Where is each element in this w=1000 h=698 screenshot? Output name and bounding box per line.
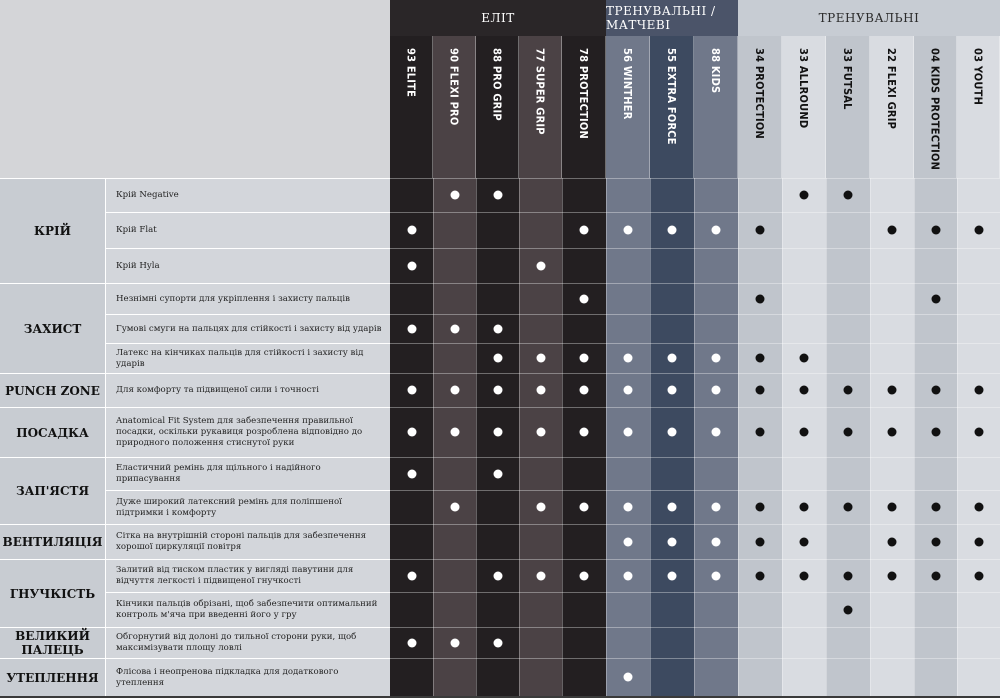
feature-dot [407, 386, 416, 395]
feature-dot [407, 261, 416, 270]
column-header-2 [476, 36, 519, 178]
feature-dot [756, 386, 765, 395]
feature-dot [800, 386, 809, 395]
feature-dot [450, 503, 459, 512]
column-name: 90 FLEXI PRO [447, 48, 461, 126]
feature-dot [407, 428, 416, 437]
feature-dot [624, 386, 633, 395]
feature-dot [668, 428, 677, 437]
feature-dot [974, 537, 983, 546]
column-divider [914, 178, 915, 696]
feature-dot [888, 226, 897, 235]
feature-dot [756, 226, 765, 235]
column-body-5 [606, 178, 650, 696]
group-header-2: ТРЕНУВАЛЬНІ [738, 0, 1000, 36]
row-divider [390, 248, 1000, 249]
row-divider [390, 457, 1000, 458]
column-divider [650, 178, 651, 696]
column-name: 03 YOUTH [971, 48, 985, 106]
feature-label: Гумові смуги на пальцях для стійкості і захисту від ударів [106, 314, 390, 343]
row-divider [390, 314, 1000, 315]
column-name: 56 WINTHER [621, 48, 634, 120]
category-label: ЗАП'ЯСТЯ [0, 457, 106, 524]
column-header-13 [957, 36, 1000, 178]
category-label: УТЕПЛЕННЯ [0, 658, 106, 696]
column-name: 88 KIDS [709, 48, 722, 94]
column-body-7 [694, 178, 738, 696]
feature-dot [974, 386, 983, 395]
feature-dot [756, 537, 765, 546]
feature-dot [450, 324, 459, 333]
row-divider [390, 658, 1000, 659]
feature-dot [624, 571, 633, 580]
feature-dot [712, 503, 721, 512]
feature-label: Залитий від тиском пластик у вигляді павутини для відчуття легкості і підвищеної гнучкості [106, 559, 390, 592]
feature-dot [450, 638, 459, 647]
feature-dot [712, 428, 721, 437]
feature-dot [624, 226, 633, 235]
feature-dot [712, 537, 721, 546]
feature-dot [536, 503, 545, 512]
column-body-13 [957, 178, 1000, 696]
column-divider [870, 178, 871, 696]
row-divider [390, 524, 1000, 525]
column-header-1 [433, 36, 476, 178]
feature-dot [493, 571, 502, 580]
column-body-10 [826, 178, 870, 696]
feature-dot [800, 537, 809, 546]
column-name: 78 PROTECTION [577, 48, 590, 139]
feature-dot [450, 428, 459, 437]
group-header-0: ЕЛІТ [390, 0, 607, 36]
feature-dot [712, 386, 721, 395]
feature-dot [668, 226, 677, 235]
feature-dot [668, 503, 677, 512]
row-divider [390, 559, 1000, 560]
feature-label: Еластичний ремінь для щільного і надійного припасування [106, 457, 390, 490]
column-name: 33 ALLROUND [797, 48, 810, 129]
category-label: ЗАХИСТ [0, 283, 106, 373]
feature-dot [712, 571, 721, 580]
row-divider [390, 283, 1000, 284]
feature-dot [844, 428, 853, 437]
feature-dot [580, 503, 589, 512]
feature-dot [536, 571, 545, 580]
feature-dot [931, 571, 940, 580]
column-body-12 [914, 178, 957, 696]
feature-label: Латекс на кінчиках пальців для стійкості і захисту від ударів [106, 343, 390, 373]
column-body-9 [782, 178, 826, 696]
column-divider [433, 178, 434, 696]
row-divider [390, 343, 1000, 344]
feature-label: Крій Negative [106, 178, 390, 212]
feature-dot [931, 428, 940, 437]
column-body-3 [519, 178, 562, 696]
feature-dot [536, 428, 545, 437]
column-divider [826, 178, 827, 696]
feature-dot [931, 294, 940, 303]
column-header-4 [562, 36, 606, 178]
feature-dot [800, 503, 809, 512]
category-label: ВЕНТИЛЯЦІЯ [0, 524, 106, 559]
feature-dot [624, 537, 633, 546]
feature-dot [580, 571, 589, 580]
feature-dot [888, 503, 897, 512]
feature-label: Anatomical Fit System для забезпечення правильної посадки, оскільки рукавиця розроблена відповідно до природного положення стиснутої руки [106, 407, 390, 457]
feature-dot [450, 386, 459, 395]
row-divider [390, 407, 1000, 408]
feature-dot [624, 503, 633, 512]
column-body-8 [738, 178, 782, 696]
feature-dot [536, 261, 545, 270]
feature-dot [536, 386, 545, 395]
column-name: 33 FUTSAL [841, 48, 854, 110]
feature-dot [668, 571, 677, 580]
column-header-9 [782, 36, 826, 178]
feature-dot [493, 638, 502, 647]
feature-label: Флісова і неопренова підкладка для додаткового утеплення [106, 658, 390, 696]
column-divider [738, 178, 739, 696]
column-name: 55 EXTRA FORCE [665, 48, 678, 145]
feature-label: Кінчики пальців обрізані, щоб забезпечити оптимальний контроль м'яча при введенні його у гру [106, 592, 390, 627]
feature-dot [493, 386, 502, 395]
column-header-10 [826, 36, 870, 178]
column-name: 77 SUPER GRIP [533, 48, 547, 135]
feature-dot [624, 428, 633, 437]
feature-dot [668, 537, 677, 546]
feature-dot [407, 226, 416, 235]
feature-dot [712, 354, 721, 363]
category-label: КРІЙ [0, 178, 106, 283]
feature-label: Незнімні супорти для укріплення і захисту пальців [106, 283, 390, 314]
feature-dot [580, 386, 589, 395]
feature-label: Для комфорту та підвищеної сили і точності [106, 373, 390, 407]
feature-dot [580, 428, 589, 437]
column-header-3 [519, 36, 562, 178]
category-label: PUNCH ZONE [0, 373, 106, 407]
column-body-1 [433, 178, 476, 696]
feature-dot [931, 537, 940, 546]
feature-label: Обгорнутий від долоні до тильної сторони руки, щоб максимізувати площу ловлі [106, 627, 390, 658]
category-label: ГНУЧКІСТЬ [0, 559, 106, 627]
column-divider [957, 178, 958, 696]
feature-dot [407, 638, 416, 647]
feature-dot [407, 469, 416, 478]
feature-dot [931, 386, 940, 395]
column-header-8 [738, 36, 782, 178]
column-name: 88 PRO GRIP [490, 48, 504, 121]
feature-dot [844, 191, 853, 200]
feature-dot [450, 191, 459, 200]
group-header-1: ТРЕНУВАЛЬНІ / МАТЧЕВІ [606, 0, 739, 36]
category-label: ПОСАДКА [0, 407, 106, 457]
column-name: 34 PROTECTION [753, 48, 766, 139]
column-body-6 [650, 178, 694, 696]
feature-dot [756, 294, 765, 303]
feature-dot [888, 386, 897, 395]
feature-dot [888, 537, 897, 546]
feature-label: Крій Hyla [106, 248, 390, 283]
column-header-6 [650, 36, 694, 178]
feature-label: Крій Flat [106, 212, 390, 248]
feature-dot [712, 226, 721, 235]
feature-label: Дуже широкий латексний ремінь для поліпшеної підтримки і комфорту [106, 490, 390, 524]
column-header-0 [390, 36, 433, 178]
feature-dot [888, 428, 897, 437]
feature-dot [844, 386, 853, 395]
feature-dot [931, 503, 940, 512]
feature-dot [407, 324, 416, 333]
feature-dot [888, 571, 897, 580]
row-divider [390, 178, 1000, 179]
column-divider [476, 178, 477, 696]
row-divider [390, 592, 1000, 593]
feature-label: Сітка на внутрішній стороні пальців для забезпечення хорошої циркуляції повітря [106, 524, 390, 559]
feature-dot [756, 428, 765, 437]
column-header-11 [870, 36, 914, 178]
feature-dot [844, 503, 853, 512]
row-divider [390, 490, 1000, 491]
feature-dot [974, 503, 983, 512]
feature-dot [974, 226, 983, 235]
column-name: 22 FLEXI GRIP [885, 48, 898, 130]
feature-dot [756, 571, 765, 580]
column-divider [694, 178, 695, 696]
feature-dot [624, 354, 633, 363]
feature-dot [800, 191, 809, 200]
row-divider [390, 212, 1000, 213]
feature-dot [974, 428, 983, 437]
feature-dot [580, 226, 589, 235]
column-divider [606, 178, 607, 696]
column-name: 93 ELITE [404, 48, 418, 98]
column-header-7 [694, 36, 738, 178]
feature-dot [844, 571, 853, 580]
feature-dot [800, 354, 809, 363]
feature-dot [493, 191, 502, 200]
feature-dot [536, 354, 545, 363]
category-label: ВЕЛИКИЙ ПАЛЕЦЬ [0, 627, 106, 658]
column-body-11 [870, 178, 914, 696]
feature-dot [800, 428, 809, 437]
feature-dot [624, 673, 633, 682]
feature-dot [493, 354, 502, 363]
feature-dot [493, 428, 502, 437]
column-name: 04 KIDS PROTECTION [928, 48, 942, 171]
column-divider [562, 178, 563, 696]
feature-dot [974, 571, 983, 580]
column-header-5 [606, 36, 650, 178]
column-body-2 [476, 178, 519, 696]
row-divider [390, 627, 1000, 628]
feature-dot [580, 354, 589, 363]
header-blank-panel [0, 0, 390, 178]
feature-dot [756, 503, 765, 512]
feature-dot [931, 226, 940, 235]
column-body-0 [390, 178, 433, 696]
feature-dot [668, 354, 677, 363]
column-body-4 [562, 178, 606, 696]
column-divider [519, 178, 520, 696]
feature-dot [844, 605, 853, 614]
feature-dot [493, 324, 502, 333]
feature-dot [668, 386, 677, 395]
feature-dot [756, 354, 765, 363]
feature-dot [800, 571, 809, 580]
feature-dot [407, 571, 416, 580]
feature-dot [580, 294, 589, 303]
column-divider [782, 178, 783, 696]
row-divider [390, 373, 1000, 374]
feature-dot [493, 469, 502, 478]
column-header-12 [914, 36, 957, 178]
